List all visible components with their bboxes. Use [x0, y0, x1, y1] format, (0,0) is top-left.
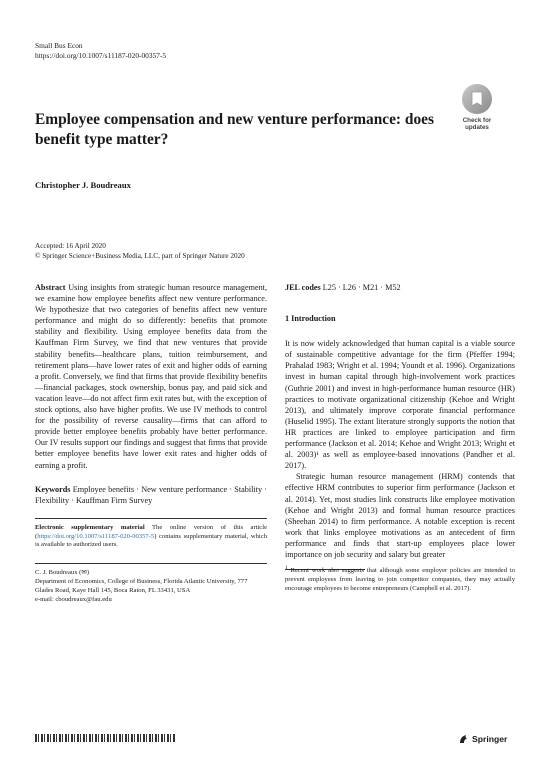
author-affiliation — [35, 563, 267, 604]
right-column — [285, 282, 515, 594]
publication-info — [35, 242, 245, 261]
footnote-text: Recent work also suggests that although some employer policies are intended to prevent employees from leaving to join competitor companies, they may actually encourage employees to become entrepreneurs (Campbell et al. 2017). — [285, 567, 515, 592]
jel-label: JEL codes — [285, 283, 321, 292]
keywords — [35, 484, 267, 506]
journal-name: Small Bus Econ — [35, 41, 83, 50]
footnote — [285, 564, 515, 594]
running-header — [35, 41, 166, 61]
abstract-label: Abstract — [35, 283, 66, 292]
esm-link[interactable]: https://doi.org/10.1007/s11187-020-00357-5 — [37, 532, 155, 540]
doi-link[interactable]: https://doi.org/10.1007/s11187-020-00357-5 — [35, 51, 167, 60]
keywords-text: Employee benefits · New venture performance · Stability · Flexibility · Kauffman Firm Survey — [35, 484, 267, 505]
affiliation-email[interactable]: e-mail: cboudreaux@fau.edu — [35, 595, 112, 603]
esm-label: Electronic supplementary material — [35, 523, 145, 531]
left-column — [35, 282, 267, 604]
intro-paragraph-2: Strategic human resource management (HRM) contends that effective HRM contributes to superior firm performance (Jackson et al. 2014). Yet, most studies link constructs like employee motivation (Kehoe and Wright 2013) and formal human resource practices (Sheehan 2014) to firm performance. A notable exception is recent work that links employee motivations as an antecedent of firm performance and finds that start-up employees place lower importance on job security and salary but greater — [285, 472, 515, 559]
affiliation-dept: Department of Economics, College of Business, Florida Atlantic University, 777 Glades Road, Kaye Hall 145, Boca Raton, FL 33431, USA — [35, 577, 248, 594]
springer-horse-icon — [458, 733, 469, 744]
abstract — [35, 282, 267, 471]
article-title: Employee compensation and new venture performance: does benefit type matter? — [35, 111, 434, 148]
bookmark-icon — [462, 84, 492, 114]
intro-paragraph-1: It is now widely acknowledged that human capital is a viable source of sustainable competitive advantage for the firm (Pfeffer 1994; Prahalad 1983; Wright et al. 1994; Youndt et al. 1996). Organizations invest in human capital through high-involvement work practices (Guthrie 2001) and invest in high-performance human resource (HR) practices to motivate organizational citizenship (Kehoe and Wright 2013), and ultimately improve corporate financial performance (Huselid 1995). The extant literature strongly supports the notion that HR practices are linked to employee participation and firm performance (Jackson et al. 2014; Kehoe and Wright 2013; Wright et al. 2003)¹ as well as employee-based innovations (Pandher et al. 2017). — [285, 339, 515, 471]
affiliation-name: C. J. Boudreaux (✉) — [35, 569, 90, 577]
section-heading: 1 Introduction — [285, 314, 336, 324]
jel-values: L25 · L26 · M21 · M52 — [322, 283, 401, 292]
keywords-label: Keywords — [35, 484, 71, 494]
abstract-text: Using insights from strategic human resource management, we examine how employee benefits affect new venture performance. We hypothesize that two categories of benefits affect new venture performance and might do so differently: benefits that promote stability and flexibility. Using employee benefits data from the Kauffman Firm Survey, we find that new ventures that provide stability benefits—healthcare plans, tuition reimbursement, and retirement plans—have lower rates of exit and higher odds of earning a profit. Conversely, we find that firms that provide flexibility benefits—financial packages, stock ownership, bonus pay, and paid sick and vacation leave—do not affect firm exit rates but, with the exception of stock options, also have higher profits. We use IV methods to control for the possibility of reverse causality—firms that can afford to provide better employee benefits probably have better performance. Our IV results support our findings and suggest that firms that provide better employee benefits have lower exit rates and higher odds of earning a profit. — [35, 283, 268, 470]
publisher-name: Springer — [472, 733, 508, 744]
barcode-strip — [35, 734, 175, 742]
accepted-date: Accepted: 16 April 2020 — [35, 242, 106, 250]
supplementary-note: Electronic supplementary material The online version of this article (https://doi.org/10.1007/s11187-020-00357-5) contains supplementary material, which is available to authorized users. — [35, 518, 267, 550]
badge-label: Check for updates — [462, 117, 492, 131]
check-for-updates-badge[interactable] — [454, 84, 500, 136]
author-name: Christopher J. Boudreaux — [35, 180, 131, 190]
footnote-mark: 1 — [285, 565, 288, 572]
publisher-logo — [458, 733, 507, 744]
jel-codes — [285, 282, 515, 293]
copyright-line: © Springer Science+Business Media, LLC, part of Springer Nature 2020 — [35, 251, 245, 260]
